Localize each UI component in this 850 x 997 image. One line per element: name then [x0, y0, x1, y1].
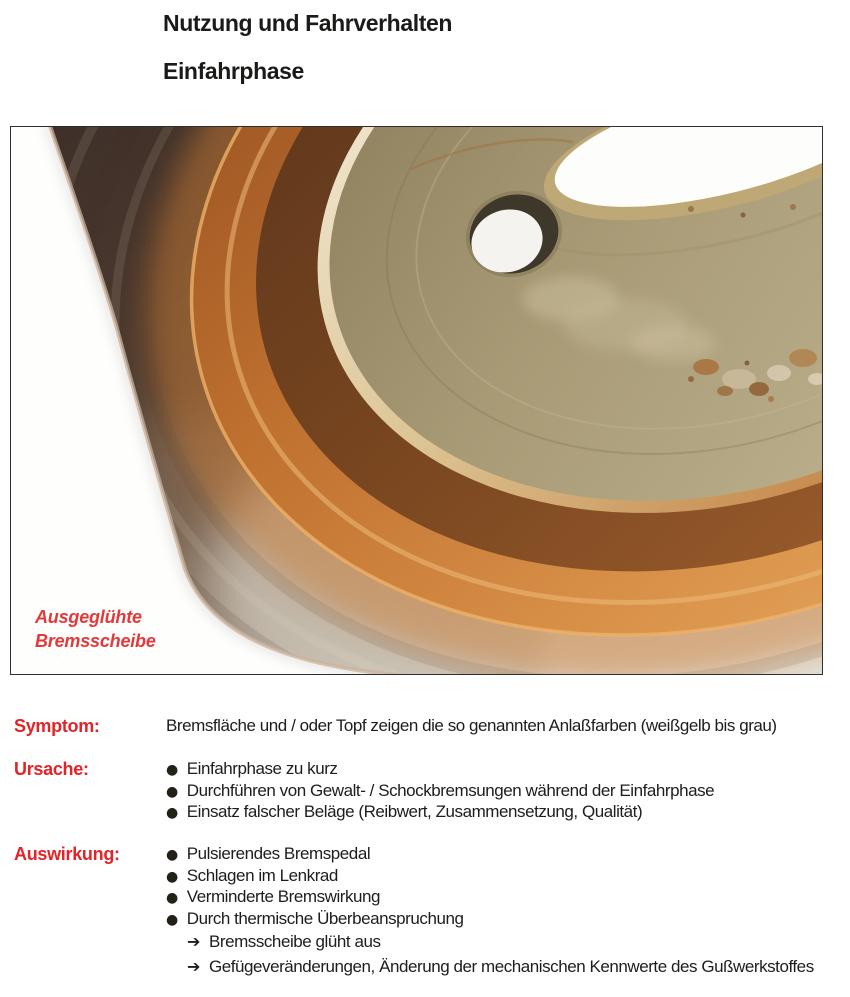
- list-item: [166, 781, 838, 803]
- sub-list-item: [166, 955, 838, 979]
- page-title: Nutzung und Fahrverhalten: [163, 10, 453, 36]
- list-item: [166, 759, 838, 781]
- auswirkung-label: Auswirkung:: [14, 844, 120, 864]
- bullet-icon: ●: [166, 847, 178, 863]
- list-item: [166, 909, 838, 931]
- list-item-text: Pulsierendes Bremspedal: [186, 844, 371, 863]
- list-item: [166, 887, 838, 909]
- bullet-icon: ●: [166, 783, 178, 800]
- list-item-text: Einsatz falscher Beläge (Reibwert, Zusammensetzung, Qualität): [186, 802, 643, 822]
- list-item: [166, 866, 838, 888]
- auswirkung-list: [166, 844, 838, 979]
- figure-caption-line2: Bremsscheibe: [35, 631, 156, 651]
- sub-list-item-text: Bremsscheibe glüht aus: [208, 932, 381, 952]
- list-item-text: Durchführen von Gewalt- / Schockbremsungen während der Einfahrphase: [186, 780, 715, 800]
- figure-caption-line1: Ausgeglühte: [35, 607, 142, 627]
- arrow-icon: ➔: [187, 956, 200, 976]
- brake-disc-photo: [10, 126, 823, 675]
- list-item: [166, 844, 838, 866]
- sub-list-item: [166, 930, 838, 954]
- list-item-text: Schlagen im Lenkrad: [186, 865, 338, 885]
- bullet-icon: ●: [166, 868, 178, 885]
- bullet-icon: ●: [166, 762, 178, 778]
- list-item-text: Durch thermische Überbeanspruchung: [186, 908, 464, 928]
- ursache-list: [166, 759, 838, 824]
- list-item-text: Einfahrphase zu kurz: [186, 759, 338, 778]
- bullet-icon: ●: [166, 911, 178, 928]
- page-subtitle: Einfahrphase: [163, 58, 304, 84]
- list-item: [166, 802, 838, 824]
- bullet-icon: ●: [166, 805, 178, 822]
- symptom-text: Bremsfläche und / oder Topf zeigen die so genannten Anlaßfarben (weißgelb bis grau): [166, 716, 777, 735]
- brake-disc-illustration: [11, 127, 822, 674]
- symptom-label: Symptom:: [14, 716, 100, 736]
- ursache-label: Ursache:: [14, 759, 89, 779]
- list-item-text: Verminderte Bremswirkung: [186, 887, 381, 907]
- sub-list-item-text: Gefügeveränderungen, Änderung der mechanischen Kennwerte des Gußwerkstoffes: [208, 956, 814, 976]
- bullet-icon: ●: [166, 890, 178, 907]
- figure-caption: [35, 605, 156, 653]
- arrow-icon: ➔: [187, 932, 200, 952]
